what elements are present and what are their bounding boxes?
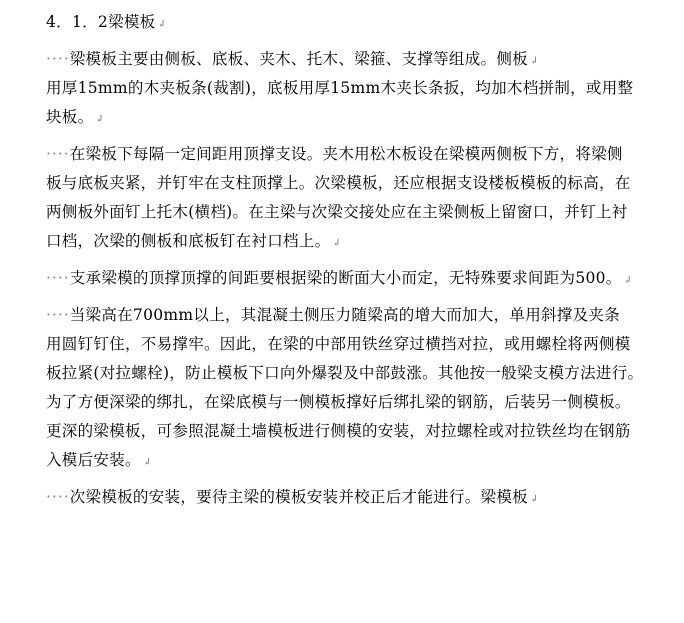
text-run: 板拉紧(对拉螺栓)，防止模板下口向外爆裂及中部鼓涨。其他按一般梁支模方法进行。 (46, 364, 644, 382)
text-run: 梁模板主要由侧板、底板、夹木、托木、梁箍、支撑等组成。侧板 (69, 50, 528, 68)
paragraph-1-line-3 (46, 103, 676, 132)
paragraph-4-line-3 (46, 359, 676, 388)
paragraph-3-line-1 (46, 264, 676, 293)
paragraph-2-line-1 (46, 140, 676, 169)
leading-dots: ···· (46, 50, 70, 68)
paragraph-2-line-4 (46, 227, 676, 256)
paragraph-5-line-1 (46, 483, 676, 512)
paragraph-2-line-3 (46, 198, 676, 227)
leading-dots: ···· (46, 306, 70, 324)
paragraph-mark: ↲ (157, 19, 167, 30)
paragraph-4-line-2 (46, 330, 676, 359)
text-run: 当梁高在700mm以上，其混凝土侧压力随梁高的增大而加大，单用斜撑及夹条 (69, 306, 621, 324)
leading-dots: ···· (46, 145, 70, 163)
paragraph-mark: ↲ (95, 114, 105, 125)
document-body (46, 8, 676, 512)
paragraph-4-line-4 (46, 388, 676, 417)
text-run: 次梁模板的安装，要待主梁的模板安装并校正后才能进行。梁模板 (69, 488, 528, 506)
heading-text: 4．1．2梁模板 (46, 13, 156, 31)
paragraph-mark: ↲ (142, 457, 152, 468)
text-run: 在梁板下每隔一定间距用顶撑支设。夹木用松木板设在梁模两侧板下方，将梁侧 (69, 145, 623, 163)
section-heading (46, 8, 676, 37)
text-run: 块板。 (46, 108, 94, 126)
paragraph-4-line-5 (46, 417, 676, 446)
paragraph-4-line-1 (46, 301, 676, 330)
text-run: 更深的梁模板，可参照混凝土墙模板进行侧模的安装，对拉螺栓或对拉铁丝均在钢筋 (46, 422, 631, 440)
text-run: 板与底板夹紧，并钉牢在支柱顶撑上。次梁模板，还应根据支设楼板模板的标高，在 (46, 174, 631, 192)
text-run: 两侧板外面钉上托木(横档)。在主梁与次梁交接处应在主梁侧板上留窗口，并钉上衬 (46, 203, 628, 221)
paragraph-2-line-2 (46, 169, 676, 198)
paragraph-mark: ↲ (623, 275, 633, 286)
text-run: 用圆钉钉住，不易撑牢。因此，在梁的中部用铁丝穿过横挡对拉，或用螺栓将两侧模 (46, 335, 631, 353)
paragraph-4-line-6 (46, 446, 676, 475)
text-run: 为了方便深梁的绑扎，在梁底模与一侧模板撑好后绑扎梁的钢筋，后装另一侧模板。 (46, 393, 631, 411)
paragraph-mark: ↲ (529, 56, 539, 67)
text-run: 用厚15mm的木夹板条(裁割)，底板用厚15mm木夹长条扳，均加木档拼制，或用整 (46, 79, 634, 97)
text-run: 入模后安装。 (46, 451, 141, 469)
paragraph-mark: ↲ (529, 494, 539, 505)
leading-dots: ···· (46, 269, 70, 287)
paragraph-mark: ↲ (332, 238, 342, 249)
leading-dots: ···· (46, 488, 70, 506)
text-run: 口档，次梁的侧板和底板钉在衬口档上。 (46, 232, 331, 250)
paragraph-1-line-2 (46, 74, 676, 103)
paragraph-1-line-1 (46, 45, 676, 74)
text-run: 支承梁模的顶撑顶撑的间距要根据梁的断面大小而定，无特殊要求间距为500。 (69, 269, 622, 287)
